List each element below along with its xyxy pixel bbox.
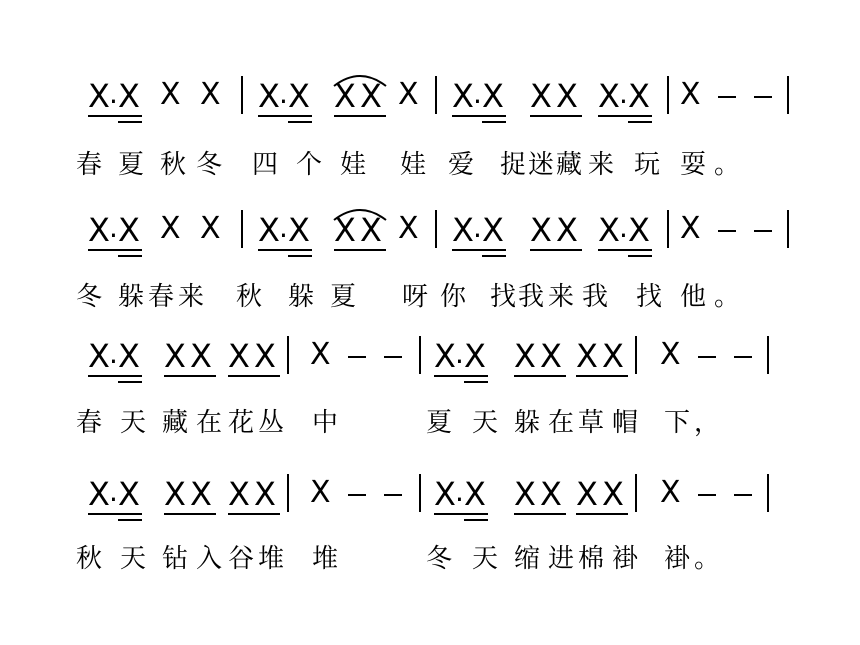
lyric-char: 春 — [148, 282, 175, 312]
row2-m1-b2: X — [160, 211, 181, 246]
row4-m1-b3-note-b: X — [254, 475, 276, 513]
lyric-char: 天 — [120, 544, 147, 574]
lyric-char: 夏 — [330, 282, 357, 312]
lyric-char: 找 — [490, 282, 517, 312]
row2-m3-b1-note-a: X — [452, 211, 474, 249]
row2-m2-b1-note-b: X — [288, 211, 310, 249]
lyric-char: 玩 — [634, 150, 661, 180]
lyric-char: 进 — [548, 544, 575, 574]
row4-m2-b1: X — [310, 475, 331, 510]
row3-m3-b1-note-b: X — [464, 337, 486, 375]
row4-m1-b3-note-a: X — [228, 475, 250, 513]
row2-m3-b1-note-b: X — [482, 211, 504, 249]
lyric-char: 天 — [472, 544, 499, 574]
row1-m1-b1-dot: . — [109, 77, 118, 110]
row1-m2-b1-dot: . — [279, 77, 288, 110]
row4-m3-b1-dot: . — [455, 475, 464, 508]
lyric-char: 棉 — [578, 544, 605, 574]
lyric-char: 秋 — [76, 544, 103, 574]
lyric-char: 个 — [296, 150, 323, 180]
row1-m1-b2: X — [160, 77, 181, 112]
lyric-char: 入 — [196, 544, 223, 574]
lyric-char: 冬 — [76, 282, 103, 312]
lyric-char: 娃 — [340, 150, 367, 180]
row3-m3-b2-note-a: X — [514, 337, 536, 375]
lyric-char: 耍 — [680, 150, 707, 180]
lyric-char: 褂 — [612, 544, 639, 574]
row4-m3-b2-note-a: X — [514, 475, 536, 513]
lyric-char: 天 — [472, 408, 499, 438]
row3-m3-b1-note-a: X — [434, 337, 456, 375]
row4-m1-b2-note-a: X — [164, 475, 186, 513]
row1-m2-b2-slur — [334, 76, 386, 86]
row2-m2-b1-note-a: X — [258, 211, 280, 249]
lyric-char: 夏 — [426, 408, 453, 438]
row2-m3-b2-note-a: X — [530, 211, 552, 249]
row1-m3-b3-note-b: X — [628, 77, 650, 115]
row4-m1-b1-note-a: X — [88, 475, 110, 513]
lyric-char: 堆 — [312, 544, 339, 574]
row2-m1-b1-note-a: X — [88, 211, 110, 249]
row3-m1-b2-note-a: X — [164, 337, 186, 375]
row3-m1-b1-note-b: X — [118, 337, 140, 375]
lyric-char: 找 — [636, 282, 663, 312]
lyric-char: 秋 — [160, 150, 187, 180]
row1-m3-b2-note-b: X — [556, 77, 578, 115]
row1-m1-b3: X — [200, 77, 221, 112]
lyric-char: 中 — [312, 408, 339, 438]
lyric-char: 来 — [588, 150, 615, 180]
row1-m2-b2-note-a: X — [334, 77, 356, 115]
lyric-char: 丛 — [258, 408, 285, 438]
row1-m2-b1-note-b: X — [288, 77, 310, 115]
row1-m3-b1-dot: . — [473, 77, 482, 110]
lyric-char: 堆 — [258, 544, 285, 574]
lyric-char: 四 — [252, 150, 279, 180]
row3-m3-b2-note-b: X — [540, 337, 562, 375]
row4-m4-b1: X — [660, 475, 681, 510]
row1-m2-b1-note-a: X — [258, 77, 280, 115]
row3-m1-b3-note-b: X — [254, 337, 276, 375]
lyric-char: 春 — [76, 408, 103, 438]
row2-m1-b3: X — [200, 211, 221, 246]
row3-m1-b3-note-a: X — [228, 337, 250, 375]
row3-m3-b1-dot: . — [455, 337, 464, 370]
row2-m1-b1-note-b: X — [118, 211, 140, 249]
lyric-char: 捉 — [500, 150, 527, 180]
row4-m3-b2-note-b: X — [540, 475, 562, 513]
row2-m3-b3-dot: . — [619, 211, 628, 244]
lyric-char: 娃 — [400, 150, 427, 180]
row3-m4-b1: X — [660, 337, 681, 372]
row3-m1-b1-note-a: X — [88, 337, 110, 375]
lyric-char: 我 — [518, 282, 545, 312]
row4-m1-b1-dot: . — [109, 475, 118, 508]
row4-m1-b1-note-b: X — [118, 475, 140, 513]
lyric-char: 迷 — [528, 150, 555, 180]
lyric-char: 褂 — [664, 544, 691, 574]
row2-m2-b1-dot: . — [279, 211, 288, 244]
row2-m2-b2-slur — [334, 210, 386, 220]
lyric-char: 躲 — [514, 408, 541, 438]
lyric-char: 下 — [664, 408, 691, 438]
lyric-char: 冬 — [426, 544, 453, 574]
lyric-char: 藏 — [556, 150, 583, 180]
row2-m1-b1-dot: . — [109, 211, 118, 244]
row1-m1-b1-note-a: X — [88, 77, 110, 115]
lyric-char: 帽 — [612, 408, 639, 438]
row1-m1-b1-note-b: X — [118, 77, 140, 115]
lyric-char: 我 — [582, 282, 609, 312]
row1-m3-b1-note-b: X — [482, 77, 504, 115]
lyric-char: 来 — [548, 282, 575, 312]
row4-m3-b3-note-a: X — [576, 475, 598, 513]
lyric-char: 钻 — [162, 544, 189, 574]
lyric-char: 草 — [578, 408, 605, 438]
lyric-char: 藏 — [162, 408, 189, 438]
lyric-char: 躲 — [118, 282, 145, 312]
row1-m3-b3-dot: . — [619, 77, 628, 110]
lyric-char: 你 — [440, 282, 467, 312]
lyric-char: 来 — [178, 282, 205, 312]
row4-m1-b2-note-b: X — [190, 475, 212, 513]
row1-m2-b3: X — [398, 77, 419, 112]
lyric-char: 躲 — [288, 282, 315, 312]
row1-m4-b1: X — [680, 77, 701, 112]
lyric-char: 呀 — [402, 282, 429, 312]
row1-m2-b2-note-b: X — [360, 77, 382, 115]
row2-m3-b1-dot: . — [473, 211, 482, 244]
lyric-char: ， — [694, 408, 721, 438]
row2-m3-b2-note-b: X — [556, 211, 578, 249]
row3-m3-b3-note-a: X — [576, 337, 598, 375]
lyric-char: 天 — [120, 408, 147, 438]
lyric-char: 。 — [714, 282, 741, 312]
row3-m3-b3-note-b: X — [602, 337, 624, 375]
row2-m2-b2-note-b: X — [360, 211, 382, 249]
row3-m1-b1-dot: . — [109, 337, 118, 370]
row1-m3-b1-note-a: X — [452, 77, 474, 115]
row3-m1-b2-note-b: X — [190, 337, 212, 375]
row4-m3-b3-note-b: X — [602, 475, 624, 513]
row2-m2-b3: X — [398, 211, 419, 246]
lyric-char: 谷 — [228, 544, 255, 574]
row2-m4-b1: X — [680, 211, 701, 246]
lyric-char: 冬 — [196, 150, 223, 180]
row1-m3-b2-note-a: X — [530, 77, 552, 115]
lyric-char: 秋 — [236, 282, 263, 312]
row4-m3-b1-note-a: X — [434, 475, 456, 513]
row2-m2-b2-note-a: X — [334, 211, 356, 249]
row2-m3-b3-note-a: X — [598, 211, 620, 249]
lyric-char: 缩 — [514, 544, 541, 574]
lyric-char: 。 — [714, 150, 741, 180]
row4-m3-b1-note-b: X — [464, 475, 486, 513]
row1-m3-b3-note-a: X — [598, 77, 620, 115]
lyric-char: 爱 — [448, 150, 475, 180]
lyric-char: 花 — [228, 408, 255, 438]
lyric-char: 春 — [76, 150, 103, 180]
row2-m3-b3-note-b: X — [628, 211, 650, 249]
lyric-char: 在 — [196, 408, 223, 438]
lyric-char: 。 — [694, 544, 721, 574]
row3-m2-b1: X — [310, 337, 331, 372]
lyric-char: 在 — [548, 408, 575, 438]
lyric-char: 夏 — [118, 150, 145, 180]
lyric-char: 他 — [680, 282, 707, 312]
